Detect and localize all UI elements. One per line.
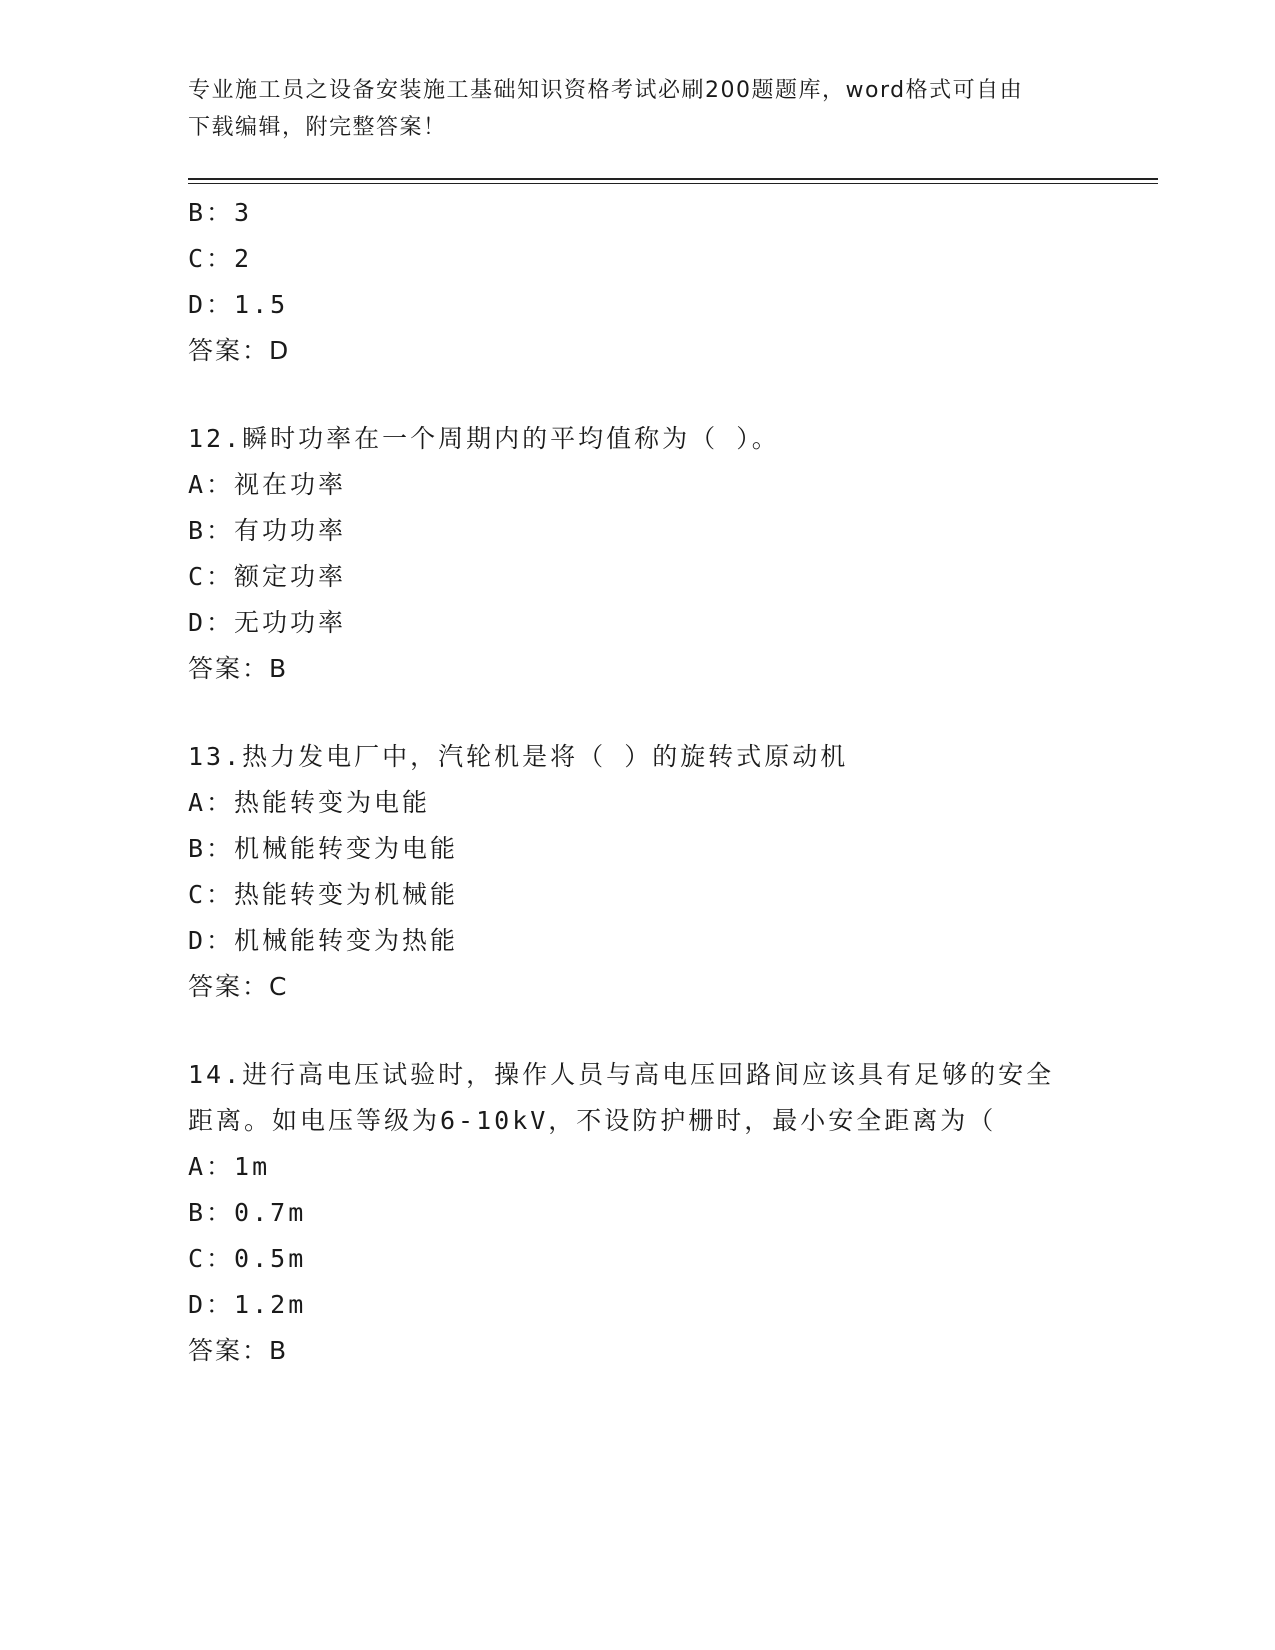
header-rule-thin <box>188 183 1158 184</box>
option-d: D：机械能转变为热能 <box>188 926 459 955</box>
header-line-2: 下载编辑，附完整答案！ <box>188 115 447 140</box>
question-11-tail <box>188 190 1088 374</box>
answer-line: 答案：B <box>188 1336 289 1365</box>
option-a: A：视在功率 <box>188 470 347 499</box>
option-b: B：0.7m <box>188 1198 307 1227</box>
question-13 <box>188 734 1088 1010</box>
option-a: A：热能转变为电能 <box>188 788 431 817</box>
header-line-1: 专业施工员之设备安装施工基础知识资格考试必刷200题题库，word格式可自由 <box>188 78 1024 103</box>
option-a: A：1m <box>188 1152 271 1181</box>
option-c: C：热能转变为机械能 <box>188 880 459 909</box>
question-14 <box>188 1052 1088 1374</box>
question-12 <box>188 416 1088 692</box>
option-b: B：机械能转变为电能 <box>188 834 459 863</box>
question-stem: 13.热力发电厂中，汽轮机是将（ ）的旋转式原动机 <box>188 742 849 771</box>
question-stem-line-1: 14.进行高电压试验时，操作人员与高电压回路间应该具有足够的安全 <box>188 1060 1055 1089</box>
answer-line: 答案：B <box>188 654 289 683</box>
option-c: C：0.5m <box>188 1244 307 1273</box>
header-rule-thick <box>188 178 1158 180</box>
option-c: C：额定功率 <box>188 562 347 591</box>
answer-line: 答案：C <box>188 972 289 1001</box>
question-gap <box>188 692 1088 734</box>
question-gap <box>188 1010 1088 1052</box>
question-stem: 12.瞬时功率在一个周期内的平均值称为（ ）。 <box>188 424 780 453</box>
option-c: C：2 <box>188 244 253 273</box>
option-d: D：1.2m <box>188 1290 307 1319</box>
option-b: B：有功功率 <box>188 516 347 545</box>
answer-line: 答案：D <box>188 336 291 365</box>
option-d: D：1.5 <box>188 290 289 319</box>
question-content <box>188 190 1088 1374</box>
option-b: B：3 <box>188 198 253 227</box>
question-gap <box>188 374 1088 416</box>
question-stem-line-2: 距离。如电压等级为6-10kV，不设防护栅时，最小安全距离为（ <box>188 1106 997 1135</box>
option-d: D：无功功率 <box>188 608 347 637</box>
document-header <box>188 72 1088 146</box>
